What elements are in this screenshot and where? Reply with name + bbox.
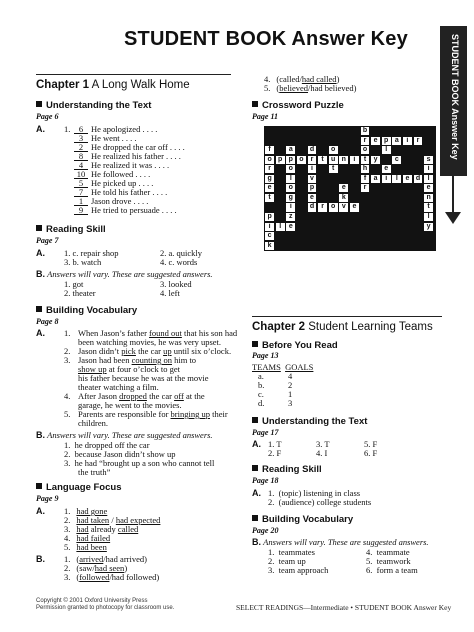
crossword-cell: k: [265, 242, 274, 250]
answer-blank: 7: [74, 188, 88, 197]
crossword-cell: p: [276, 156, 285, 164]
team-cell: a.: [258, 371, 264, 381]
answer-item: 4. left: [160, 288, 180, 298]
page-ref: Page 11: [252, 112, 278, 121]
vocab-line: show up at four o’clock to get: [78, 364, 180, 374]
crossword-cell: r: [265, 165, 274, 173]
crossword-cell: o: [265, 156, 274, 164]
page-ref: Page 13: [252, 351, 279, 360]
team-cell: c.: [258, 389, 264, 399]
crossword-cell: v: [308, 175, 317, 183]
crossword-cell: s: [424, 156, 433, 164]
footer-title: SELECT READINGS—Intermediate • STUDENT BOOK Answer Key: [236, 603, 452, 612]
item-number: 3.: [64, 355, 71, 365]
crossword-cell: t: [318, 156, 327, 164]
chapter1-heading: Chapter 1 A Long Walk Home: [36, 79, 190, 91]
crossword-cell: e: [308, 194, 317, 202]
crossword-cell: c: [392, 156, 401, 164]
page-ref: Page 20: [252, 526, 279, 535]
answer-blank: 10: [74, 170, 88, 179]
answer-blank: 5: [74, 179, 88, 188]
connector-text: already: [88, 524, 118, 534]
vocab-line: children.: [78, 418, 108, 428]
page-ref: Page 9: [36, 494, 59, 503]
matching-text: He tried to persuade . . . .: [91, 205, 177, 215]
answer-item-cont: the truth”: [78, 467, 111, 477]
page-ref: Page 17: [252, 428, 279, 437]
answer-item: 1. teammates: [268, 547, 315, 557]
choice-text: ): [124, 563, 128, 573]
team-cell: d.: [258, 398, 265, 408]
crossword-cell: a: [286, 146, 295, 154]
item-number: 1.: [64, 554, 71, 564]
answer-item: 2. theater: [64, 288, 96, 298]
crossword-cell: t: [329, 165, 338, 173]
goal-cell: 3: [288, 398, 293, 408]
crossword-cell: p: [382, 137, 391, 145]
goal-cell: 4: [288, 371, 293, 381]
teams-table-header: TEAMS GOALS: [252, 362, 314, 372]
crossword-cell: g: [286, 194, 295, 202]
matching-text: He told his father . . . .: [91, 187, 168, 197]
vocab-line: garage, he went to the movies.: [78, 400, 182, 410]
answer-note: B. Answers will vary. These are suggested answers.: [252, 537, 429, 547]
answer-item: 2. F: [268, 448, 282, 458]
vocab-line: When Jason’s father found out that his son had: [78, 328, 238, 338]
crossword-cell: o: [286, 165, 295, 173]
answer-item: 6. form a team: [366, 565, 418, 575]
crossword-cell: l: [382, 146, 391, 154]
chapter2-heading: Chapter 2 Student Learning Teams: [252, 321, 433, 333]
answer-item: 2. team up: [268, 556, 306, 566]
choice-text: (saw/: [76, 563, 95, 573]
crossword-cell: v: [339, 203, 348, 211]
crossword-cell: r: [414, 137, 423, 145]
answer-item: 1. he dropped off the car: [64, 440, 150, 450]
matching-text: He followed . . . .: [91, 169, 151, 179]
part-label: A.: [252, 488, 261, 498]
part-label: B.: [36, 554, 45, 564]
crossword-cell: r: [318, 203, 327, 211]
language-row: [64, 573, 159, 582]
answer-blank: 6: [74, 125, 88, 134]
vocab-line: After Jason dropped the car off at the: [78, 391, 205, 401]
answer-note: B. Answers will vary. These are suggested answers.: [36, 269, 213, 279]
crossword-cell: i: [403, 137, 412, 145]
crossword-cell: e: [424, 184, 433, 192]
underlined-answer: had: [76, 524, 89, 534]
section-reading-skill-ch2: Reading Skill: [252, 464, 322, 475]
matching-text: He realized his father . . . .: [91, 151, 181, 161]
part-label: A.: [36, 248, 45, 258]
item-number: 2.: [64, 515, 71, 525]
matching-row: [74, 206, 177, 215]
side-tab: [440, 26, 467, 176]
choice-text: (: [276, 83, 280, 93]
choice-text: ): [336, 74, 340, 84]
crossword-cell: i: [265, 223, 274, 231]
answer-blank: 8: [74, 152, 88, 161]
item-number: 4.: [264, 74, 271, 84]
crossword-cell: d: [308, 146, 317, 154]
crossword-cell: p: [286, 156, 295, 164]
underlined-answer: had failed: [76, 533, 111, 543]
crossword-cell: z: [286, 213, 295, 221]
matching-text: He realized it was . . . .: [91, 160, 170, 170]
crossword-cell: b: [361, 127, 370, 135]
crossword-cell: u: [329, 156, 338, 164]
underlined-answer: had expected: [115, 515, 161, 525]
crossword-cell: o: [286, 184, 295, 192]
section-language-focus: Language Focus: [36, 482, 121, 493]
section-understanding-ch2: Understanding the Text: [252, 416, 367, 427]
item-number: 2.: [64, 563, 71, 573]
part-label: A.: [252, 439, 261, 449]
crossword-cell: d: [414, 175, 423, 183]
matching-text: He went . . . .: [91, 133, 137, 143]
choice-text: /had followed): [109, 572, 160, 582]
crossword-cell: n: [339, 156, 348, 164]
crossword-cell: c: [265, 232, 274, 240]
crossword-grid: [264, 126, 436, 251]
crossword-cell: e: [286, 223, 295, 231]
answer-item: 6. F: [364, 448, 378, 458]
underlined-answer: followed: [79, 572, 110, 582]
chapter2-rule: [252, 316, 442, 317]
choice-text: (: [76, 554, 80, 564]
answer-item: 3. he had “brought up a son who cannot tell: [64, 458, 215, 468]
crossword-cell: n: [424, 194, 433, 202]
answer-blank: 2: [74, 143, 88, 152]
crossword-cell: e: [339, 184, 348, 192]
answer-item: 1. (topic) listening in class: [268, 488, 361, 498]
answer-item: 5. F: [364, 439, 378, 449]
crossword-cell: t: [361, 156, 370, 164]
underlined-answer: called: [117, 524, 139, 534]
language-row: [64, 543, 107, 552]
item-number: 1.: [64, 506, 71, 516]
page-ref: Page 8: [36, 317, 59, 326]
answer-item: 1. T: [268, 439, 282, 449]
crossword-cell: l: [286, 175, 295, 183]
part-label: A.: [36, 328, 45, 338]
crossword-cell: f: [361, 175, 370, 183]
crossword-cell: t: [265, 194, 274, 202]
page-title: STUDENT BOOK Answer Key: [124, 28, 408, 50]
choice-text: (called/: [276, 74, 302, 84]
crossword-cell: r: [361, 184, 370, 192]
vocab-line: his father because he was at the movie: [78, 373, 209, 383]
matching-text: He picked up . . . .: [91, 178, 154, 188]
vocab-line: Jason didn’t pick the car up until six o’clock.: [78, 346, 232, 356]
table-row: [258, 398, 293, 408]
crossword-cell: a: [371, 175, 380, 183]
crossword-cell: a: [392, 137, 401, 145]
crossword-cell: e: [403, 175, 412, 183]
crossword-cell: e: [265, 184, 274, 192]
crossword-cell: i: [382, 175, 391, 183]
connector-text: /: [109, 515, 116, 525]
matching-text: Jason drove . . . .: [91, 196, 149, 206]
part-label: A.: [36, 506, 45, 516]
vocab-line: theater watching a film.: [78, 382, 159, 392]
crossword-cell: p: [308, 184, 317, 192]
page-ref: Page 7: [36, 236, 59, 245]
crossword-cell: i: [286, 203, 295, 211]
answer-item: 1. got: [64, 279, 84, 289]
answer-item: 4. teammate: [366, 547, 410, 557]
goal-cell: 2: [288, 380, 293, 390]
answer-blank: 1: [74, 197, 88, 206]
choice-text: /had arrived): [103, 554, 147, 564]
page-ref: Page 18: [252, 476, 279, 485]
down-arrow-icon: [452, 176, 454, 216]
crossword-cell: o: [361, 146, 370, 154]
crossword-cell: y: [424, 223, 433, 231]
item-number: 1.: [64, 124, 71, 134]
answer-item: 2. because Jason didn’t show up: [64, 449, 176, 459]
crossword-cell: e: [371, 137, 380, 145]
crossword-cell: l: [392, 175, 401, 183]
answer-item: 2. a. quickly: [160, 248, 203, 258]
part-label: A.: [36, 124, 45, 134]
vocab-line: been watching movies, he was very upset.: [78, 337, 222, 347]
crossword-cell: e: [382, 165, 391, 173]
crossword-cell: h: [361, 165, 370, 173]
item-number: 5.: [64, 542, 71, 552]
goal-cell: 1: [288, 389, 293, 399]
item-number: 1.: [64, 328, 71, 338]
crossword-cell: i: [424, 165, 433, 173]
matching-text: He apologized . . . .: [91, 124, 158, 134]
arrowhead-icon: [445, 212, 461, 224]
item-number: 5.: [64, 409, 71, 419]
item-number: 2.: [64, 346, 71, 356]
item-number: 4.: [64, 391, 71, 401]
section-building-vocabulary-ch2: Building Vocabulary: [252, 514, 353, 525]
crossword-cell: l: [424, 213, 433, 221]
choice-text: (: [76, 572, 80, 582]
crossword-cell: d: [308, 203, 317, 211]
underlined-answer: had been: [76, 542, 107, 552]
crossword-cell: i: [350, 156, 359, 164]
answer-item: 3. team approach: [268, 565, 329, 575]
crossword-cell: o: [329, 203, 338, 211]
answer-item: 4. c. words: [160, 257, 198, 267]
crossword-cell: o: [329, 146, 338, 154]
crossword-cell: o: [297, 156, 306, 164]
answer-item: 4. I: [316, 448, 328, 458]
answer-blank: 9: [74, 206, 88, 215]
vocab-line: Jason had been counting on him to: [78, 355, 197, 365]
crossword-cell: r: [308, 156, 317, 164]
section-building-vocabulary: Building Vocabulary: [36, 305, 137, 316]
crossword-cell: t: [424, 203, 433, 211]
crossword-cell: e: [350, 203, 359, 211]
section-crossword: Crossword Puzzle: [252, 100, 344, 111]
underlined-answer: had gone: [76, 506, 108, 516]
team-cell: b.: [258, 380, 265, 390]
answer-item: 2. (audience) college students: [268, 497, 372, 507]
crossword-cell: l: [276, 223, 285, 231]
underlined-answer: had seen: [94, 563, 125, 573]
crossword-cell: f: [265, 146, 274, 154]
crossword-cell: k: [339, 194, 348, 202]
permission-line: Permission granted to photocopy for classroom use.: [36, 605, 175, 611]
answer-item: 1. c. repair shop: [64, 248, 119, 258]
section-understanding: Understanding the Text: [36, 100, 151, 111]
language-row: [264, 84, 356, 93]
crossword-cell: i: [308, 165, 317, 173]
underlined-answer: believed: [279, 83, 309, 93]
item-number: 3.: [64, 572, 71, 582]
page-ref: Page 6: [36, 112, 59, 121]
answer-item: 3. b. watch: [64, 257, 102, 267]
answer-note: B. Answers will vary. These are suggested answers.: [36, 430, 213, 440]
item-number: 5.: [264, 83, 271, 93]
crossword-cell: y: [371, 156, 380, 164]
underlined-answer: had called: [301, 74, 337, 84]
item-number: 3.: [64, 524, 71, 534]
side-tab-label: STUDENT BOOK Answer Key: [450, 34, 460, 160]
underlined-answer: had taken: [76, 515, 110, 525]
vocab-line: Parents are responsible for bringing up their: [78, 409, 228, 419]
answer-item: 5. teamwork: [366, 556, 411, 566]
choice-text: /had believed): [308, 83, 357, 93]
answer-item: 3. T: [316, 439, 330, 449]
section-reading-skill: Reading Skill: [36, 224, 106, 235]
crossword-cell: r: [361, 137, 370, 145]
item-number: 4.: [64, 533, 71, 543]
crossword-cell: g: [265, 175, 274, 183]
crossword-cell: p: [265, 213, 274, 221]
answer-blank: 4: [74, 161, 88, 170]
crossword-cell: l: [424, 175, 433, 183]
matching-text: He dropped the car off . . . .: [91, 142, 185, 152]
underlined-answer: arrived: [79, 554, 104, 564]
copyright-line: Copyright © 2001 Oxford University Press: [36, 598, 148, 604]
answer-item: 3. looked: [160, 279, 192, 289]
section-before-you-read: Before You Read: [252, 340, 338, 351]
answer-blank: 3: [74, 134, 88, 143]
chapter1-rule: [36, 74, 231, 75]
